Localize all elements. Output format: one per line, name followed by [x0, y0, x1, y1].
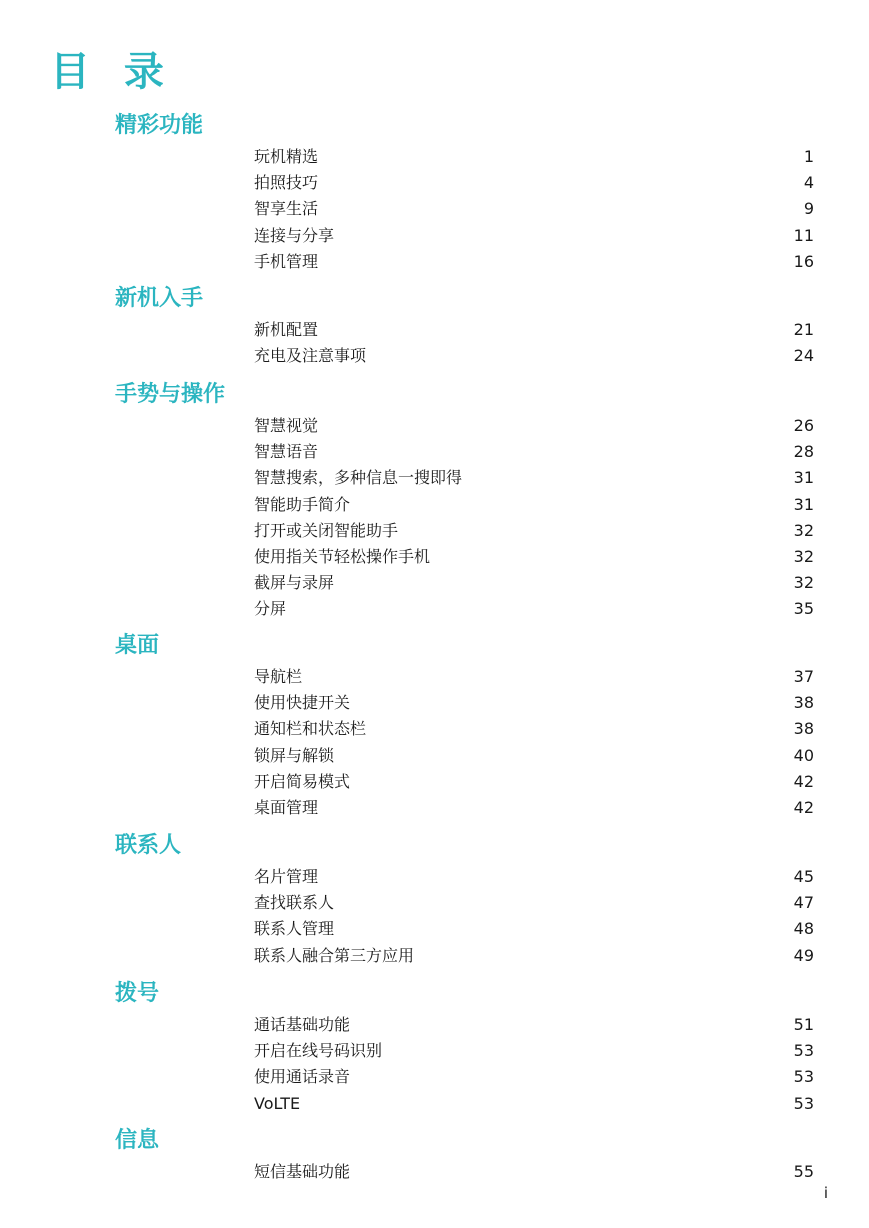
- toc-entry-page-number: 53: [793, 1041, 814, 1061]
- toc-entry-page-number: 49: [793, 945, 814, 965]
- toc-entry-title: 使用快捷开关: [254, 693, 351, 713]
- toc-entry-page-number: 45: [793, 867, 814, 886]
- toc-entry-page-number: 38: [793, 693, 814, 713]
- toc-entry[interactable]: [254, 440, 814, 464]
- toc-entry-page-number: 11: [793, 225, 814, 245]
- toc-entry-title: 使用指关节轻松操作手机: [254, 547, 431, 566]
- toc-entry-title: 智慧视觉: [254, 416, 319, 435]
- toc-entry[interactable]: [254, 796, 814, 820]
- toc-entry-page-number: 31: [793, 468, 814, 488]
- toc-entry[interactable]: [254, 571, 814, 595]
- toc-entry[interactable]: [254, 1160, 814, 1184]
- toc-entry-title: 开启简易模式: [254, 771, 351, 791]
- toc-entry[interactable]: [254, 1013, 814, 1037]
- toc-entry[interactable]: [254, 1065, 814, 1089]
- toc-entry-page-number: 4: [803, 173, 814, 193]
- toc-entry-title: 分屏: [254, 599, 287, 619]
- toc-entry[interactable]: [254, 691, 814, 715]
- toc-entry[interactable]: [254, 197, 814, 221]
- toc-entry-page-number: 32: [793, 547, 814, 566]
- toc-entry-title: 智慧语音: [254, 442, 319, 462]
- toc-entry-title: 玩机精选: [254, 147, 319, 166]
- toc-entry-title: 联系人融合第三方应用: [254, 945, 415, 965]
- toc-entry[interactable]: [254, 1039, 814, 1063]
- page-title: 目 录: [50, 49, 174, 95]
- toc-entry-page-number: 40: [793, 745, 814, 765]
- toc-entry[interactable]: [254, 770, 814, 794]
- toc-entry-page-number: 47: [793, 893, 814, 913]
- toc-entry[interactable]: [254, 717, 814, 741]
- toc-entry[interactable]: [254, 865, 814, 889]
- toc-entry-page-number: 48: [793, 919, 814, 939]
- section-title[interactable]: 桌面: [115, 633, 160, 658]
- toc-entry[interactable]: [254, 171, 814, 195]
- toc-entry[interactable]: [254, 250, 814, 274]
- toc-entry-title: 充电及注意事项: [254, 346, 367, 366]
- toc-entry[interactable]: [254, 944, 814, 968]
- toc-entry-title: 连接与分享: [254, 225, 335, 245]
- toc-entry-title: 导航栏: [254, 667, 303, 686]
- toc-entry[interactable]: [254, 545, 814, 569]
- toc-entry-title: 智慧搜索，多种信息一搜即得: [254, 468, 463, 488]
- toc-entry-title: 智能助手简介: [254, 494, 351, 514]
- toc-entry-page-number: 1: [803, 147, 814, 166]
- section-title[interactable]: 拨号: [115, 981, 160, 1006]
- toc-entry[interactable]: [254, 493, 814, 517]
- toc-entry-title: 使用通话录音: [254, 1067, 351, 1087]
- toc-entry[interactable]: [254, 917, 814, 941]
- toc-entry-page-number: 26: [793, 416, 814, 435]
- toc-entry[interactable]: [254, 665, 814, 689]
- toc-entry[interactable]: [254, 519, 814, 543]
- toc-entry-title: 通知栏和状态栏: [254, 719, 367, 739]
- toc-entry-title: 截屏与录屏: [254, 573, 335, 593]
- toc-entry-page-number: 24: [793, 346, 814, 366]
- toc-entry-title: 锁屏与解锁: [254, 745, 335, 765]
- section-title[interactable]: 信息: [115, 1128, 160, 1153]
- toc-entry-title: 通话基础功能: [254, 1015, 351, 1034]
- toc-entry-page-number: 9: [803, 199, 814, 219]
- toc-entry-title: 查找联系人: [254, 893, 335, 913]
- toc-entry-title: 拍照技巧: [254, 173, 319, 193]
- toc-entry-page-number: 42: [793, 771, 814, 791]
- toc-entry-title: 桌面管理: [254, 798, 319, 817]
- toc-entry-page-number: 35: [793, 599, 814, 619]
- toc-entry[interactable]: [254, 744, 814, 768]
- toc-entry-title: 打开或关闭智能助手: [254, 520, 399, 540]
- toc-entry-page-number: 55: [793, 1162, 814, 1181]
- section-title[interactable]: 手势与操作: [115, 382, 226, 407]
- toc-entry[interactable]: [254, 891, 814, 915]
- toc-entry-page-number: 42: [793, 798, 814, 817]
- section-title[interactable]: 精彩功能: [115, 113, 204, 138]
- toc-entry[interactable]: [254, 224, 814, 248]
- toc-entry[interactable]: [254, 466, 814, 490]
- toc-entry-page-number: 31: [793, 494, 814, 514]
- toc-entry-page-number: 38: [793, 719, 814, 739]
- toc-entry[interactable]: [254, 318, 814, 342]
- toc-entry-page-number: 53: [793, 1093, 814, 1113]
- toc-entry-page-number: 16: [793, 251, 814, 271]
- toc-entry[interactable]: [254, 414, 814, 438]
- toc-entry[interactable]: [254, 145, 814, 169]
- toc-entry-page-number: 32: [793, 520, 814, 540]
- toc-entry-title: 新机配置: [254, 320, 319, 339]
- toc-entry-page-number: 37: [793, 667, 814, 686]
- page-number: i: [823, 1184, 828, 1202]
- toc-entry-page-number: 53: [793, 1067, 814, 1087]
- section-title[interactable]: 联系人: [115, 833, 182, 858]
- section-title[interactable]: 新机入手: [115, 286, 204, 311]
- toc-entry-title: VoLTE: [254, 1093, 301, 1113]
- toc-entry-title: 开启在线号码识别: [254, 1041, 383, 1061]
- toc-entry[interactable]: [254, 1092, 814, 1116]
- toc-entry[interactable]: [254, 597, 814, 621]
- toc-entry-page-number: 21: [793, 320, 814, 339]
- toc-entry-title: 智享生活: [254, 199, 319, 219]
- toc-entry-title: 联系人管理: [254, 919, 335, 939]
- toc-entry-title: 短信基础功能: [254, 1162, 351, 1181]
- toc-entry-page-number: 28: [793, 442, 814, 462]
- toc-entry-page-number: 32: [793, 573, 814, 593]
- toc-entry-page-number: 51: [793, 1015, 814, 1034]
- toc-entry-title: 手机管理: [254, 251, 319, 271]
- toc-entry[interactable]: [254, 344, 814, 368]
- toc-entry-title: 名片管理: [254, 867, 319, 886]
